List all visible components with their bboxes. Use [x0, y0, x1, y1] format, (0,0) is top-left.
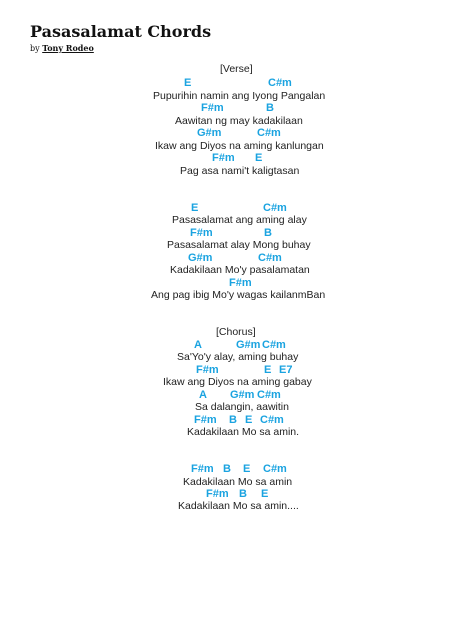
byline: [30, 43, 94, 53]
chord-label: F#m: [212, 152, 235, 164]
lyric-line: Sa'Yo'y alay, aming buhay: [177, 351, 299, 363]
lyric-line: Pag asa nami't kaligtasan: [180, 165, 300, 177]
section-heading: [Chorus]: [216, 326, 256, 338]
lyric-line: Ikaw ang Diyos na aming kanlungan: [155, 140, 324, 152]
chord-label: C#m: [257, 389, 281, 401]
chord-label: A: [199, 389, 207, 401]
chord-label: B: [223, 463, 231, 475]
chord-label: B: [239, 488, 247, 500]
author-link[interactable]: Tony Rodeo: [42, 43, 94, 53]
chord-label: C#m: [262, 339, 286, 351]
chord-label: C#m: [260, 414, 284, 426]
chord-label: F#m: [191, 463, 214, 475]
chord-label: E: [261, 488, 269, 500]
chord-label: F#m: [194, 414, 217, 426]
chord-label: C#m: [263, 202, 287, 214]
chord-label: C#m: [257, 127, 281, 139]
lyric-line: Sa dalangin, aawitin: [195, 401, 289, 413]
chord-label: E: [255, 152, 263, 164]
lyric-line: Kadakilaan Mo sa amin.: [187, 426, 300, 438]
chord-label: C#m: [263, 463, 287, 475]
chord-label: E7: [279, 364, 293, 376]
chord-label: B: [264, 227, 272, 239]
lyric-line: Ang pag ibig Mo'y wagas kailanmBan: [151, 289, 326, 301]
chord-label: F#m: [201, 102, 224, 114]
chord-label: E: [264, 364, 272, 376]
chord-label: E: [184, 77, 192, 89]
chord-label: C#m: [258, 252, 282, 264]
chord-label: G#m: [188, 252, 213, 264]
lyric-line: Kadakilaan Mo sa amin: [183, 476, 293, 488]
lyric-line: Kadakilaan Mo sa amin....: [178, 500, 299, 512]
chord-label: E: [245, 414, 253, 426]
page-title: Pasasalamat Chords: [30, 22, 212, 41]
chord-label: F#m: [229, 277, 252, 289]
chord-label: G#m: [197, 127, 222, 139]
chord-label: F#m: [196, 364, 219, 376]
chord-label: G#m: [236, 339, 261, 351]
chord-label: E: [191, 202, 199, 214]
chord-label: F#m: [206, 488, 229, 500]
lyric-line: Pupurihin namin ang Iyong Pangalan: [153, 90, 326, 102]
section-heading: [Verse]: [220, 63, 253, 75]
lyric-line: Kadakilaan Mo'y pasalamatan: [170, 264, 310, 276]
chord-label: B: [229, 414, 237, 426]
chord-label: B: [266, 102, 274, 114]
chord-label: G#m: [230, 389, 255, 401]
chord-label: A: [194, 339, 202, 351]
byline-prefix: by: [30, 44, 40, 53]
lyric-line: Ikaw ang Diyos na aming gabay: [163, 376, 312, 388]
lyric-line: Aawitan ng may kadakilaan: [175, 115, 303, 127]
chord-label: F#m: [190, 227, 213, 239]
lyric-line: Pasasalamat ang aming alay: [172, 214, 307, 226]
chord-label: C#m: [268, 77, 292, 89]
chord-label: E: [243, 463, 251, 475]
lyric-line: Pasasalamat alay Mong buhay: [167, 239, 311, 251]
